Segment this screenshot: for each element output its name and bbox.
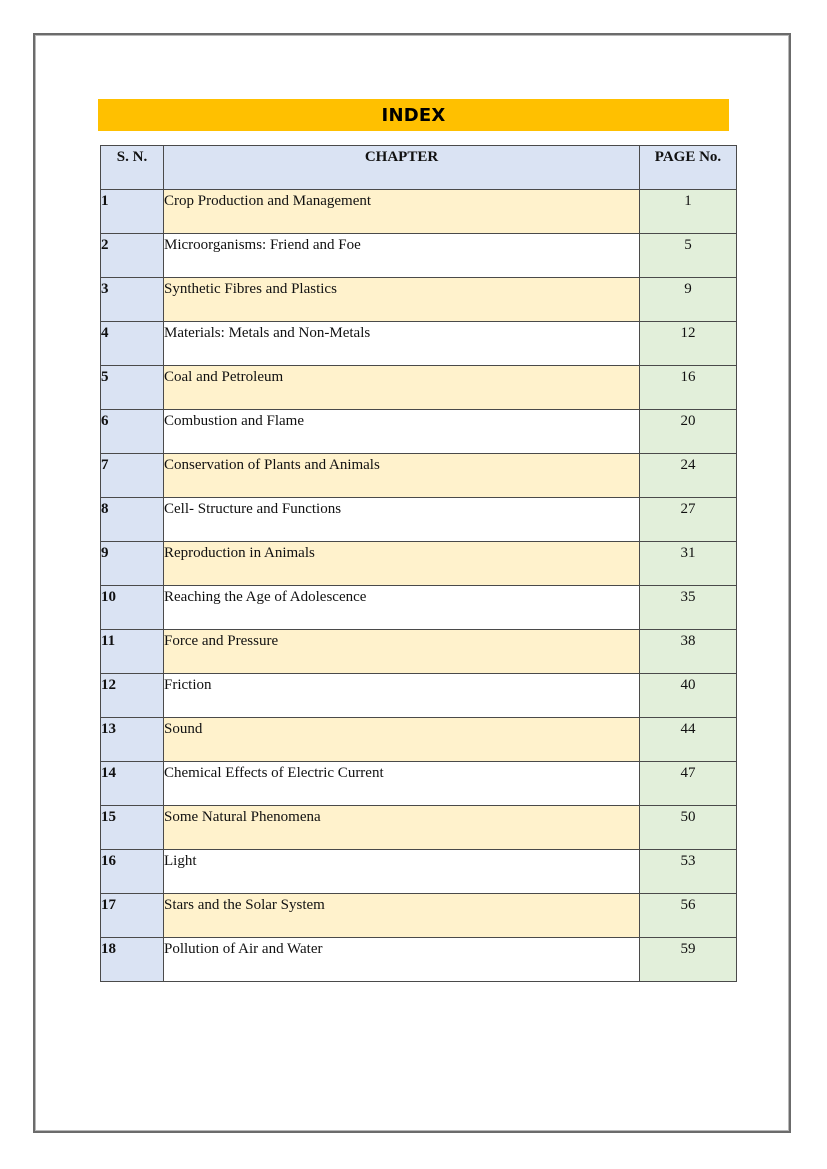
- page-number: 1: [640, 190, 737, 234]
- table-row: [101, 894, 737, 938]
- chapter-title: Light: [164, 850, 640, 894]
- chapter-number: 13: [101, 718, 164, 762]
- table-row: [101, 498, 737, 542]
- chapter-number: 6: [101, 410, 164, 454]
- page-number: 59: [640, 938, 737, 982]
- table-header-row: [101, 146, 737, 190]
- chapter-number: 3: [101, 278, 164, 322]
- chapter-number: 10: [101, 586, 164, 630]
- chapter-number: 14: [101, 762, 164, 806]
- chapter-number: 8: [101, 498, 164, 542]
- header-page: PAGE No.: [640, 146, 737, 190]
- page-number: 38: [640, 630, 737, 674]
- page-number: 16: [640, 366, 737, 410]
- chapter-title: Force and Pressure: [164, 630, 640, 674]
- chapter-number: 5: [101, 366, 164, 410]
- table-row: [101, 762, 737, 806]
- chapter-title: Friction: [164, 674, 640, 718]
- index-title-banner: [98, 99, 729, 131]
- page-number: 27: [640, 498, 737, 542]
- chapter-title: Some Natural Phenomena: [164, 806, 640, 850]
- table-row: [101, 718, 737, 762]
- chapter-number: 9: [101, 542, 164, 586]
- table-row: [101, 542, 737, 586]
- table-row: [101, 806, 737, 850]
- chapter-number: 17: [101, 894, 164, 938]
- chapter-title: Reproduction in Animals: [164, 542, 640, 586]
- page-number: 56: [640, 894, 737, 938]
- table-row: [101, 366, 737, 410]
- index-title: INDEX: [381, 104, 446, 126]
- page-number: 5: [640, 234, 737, 278]
- chapter-number: 4: [101, 322, 164, 366]
- header-sn: S. N.: [101, 146, 164, 190]
- chapter-title: Conservation of Plants and Animals: [164, 454, 640, 498]
- page-number: 31: [640, 542, 737, 586]
- table-row: [101, 630, 737, 674]
- table-row: [101, 850, 737, 894]
- chapter-title: Synthetic Fibres and Plastics: [164, 278, 640, 322]
- table-row: [101, 190, 737, 234]
- chapter-number: 16: [101, 850, 164, 894]
- chapter-title: Materials: Metals and Non-Metals: [164, 322, 640, 366]
- page-number: 40: [640, 674, 737, 718]
- page-number: 50: [640, 806, 737, 850]
- chapter-title: Reaching the Age of Adolescence: [164, 586, 640, 630]
- page-number: 47: [640, 762, 737, 806]
- page-number: 53: [640, 850, 737, 894]
- table-row: [101, 938, 737, 982]
- table-body: [101, 190, 737, 982]
- chapter-number: 1: [101, 190, 164, 234]
- page-number: 20: [640, 410, 737, 454]
- table-row: [101, 586, 737, 630]
- table-row: [101, 278, 737, 322]
- chapter-number: 7: [101, 454, 164, 498]
- chapter-number: 18: [101, 938, 164, 982]
- chapter-title: Sound: [164, 718, 640, 762]
- table-row: [101, 234, 737, 278]
- page-number: 12: [640, 322, 737, 366]
- page-number: 9: [640, 278, 737, 322]
- chapter-title: Cell- Structure and Functions: [164, 498, 640, 542]
- chapter-title: Crop Production and Management: [164, 190, 640, 234]
- table-row: [101, 454, 737, 498]
- index-table: [100, 145, 737, 982]
- chapter-number: 12: [101, 674, 164, 718]
- page-number: 35: [640, 586, 737, 630]
- table-row: [101, 410, 737, 454]
- page-number: 44: [640, 718, 737, 762]
- chapter-title: Combustion and Flame: [164, 410, 640, 454]
- chapter-number: 15: [101, 806, 164, 850]
- chapter-number: 11: [101, 630, 164, 674]
- page-number: 24: [640, 454, 737, 498]
- table-row: [101, 322, 737, 366]
- chapter-title: Chemical Effects of Electric Current: [164, 762, 640, 806]
- chapter-title: Coal and Petroleum: [164, 366, 640, 410]
- chapter-title: Stars and the Solar System: [164, 894, 640, 938]
- chapter-number: 2: [101, 234, 164, 278]
- table-row: [101, 674, 737, 718]
- header-chapter: CHAPTER: [164, 146, 640, 190]
- chapter-title: Microorganisms: Friend and Foe: [164, 234, 640, 278]
- chapter-title: Pollution of Air and Water: [164, 938, 640, 982]
